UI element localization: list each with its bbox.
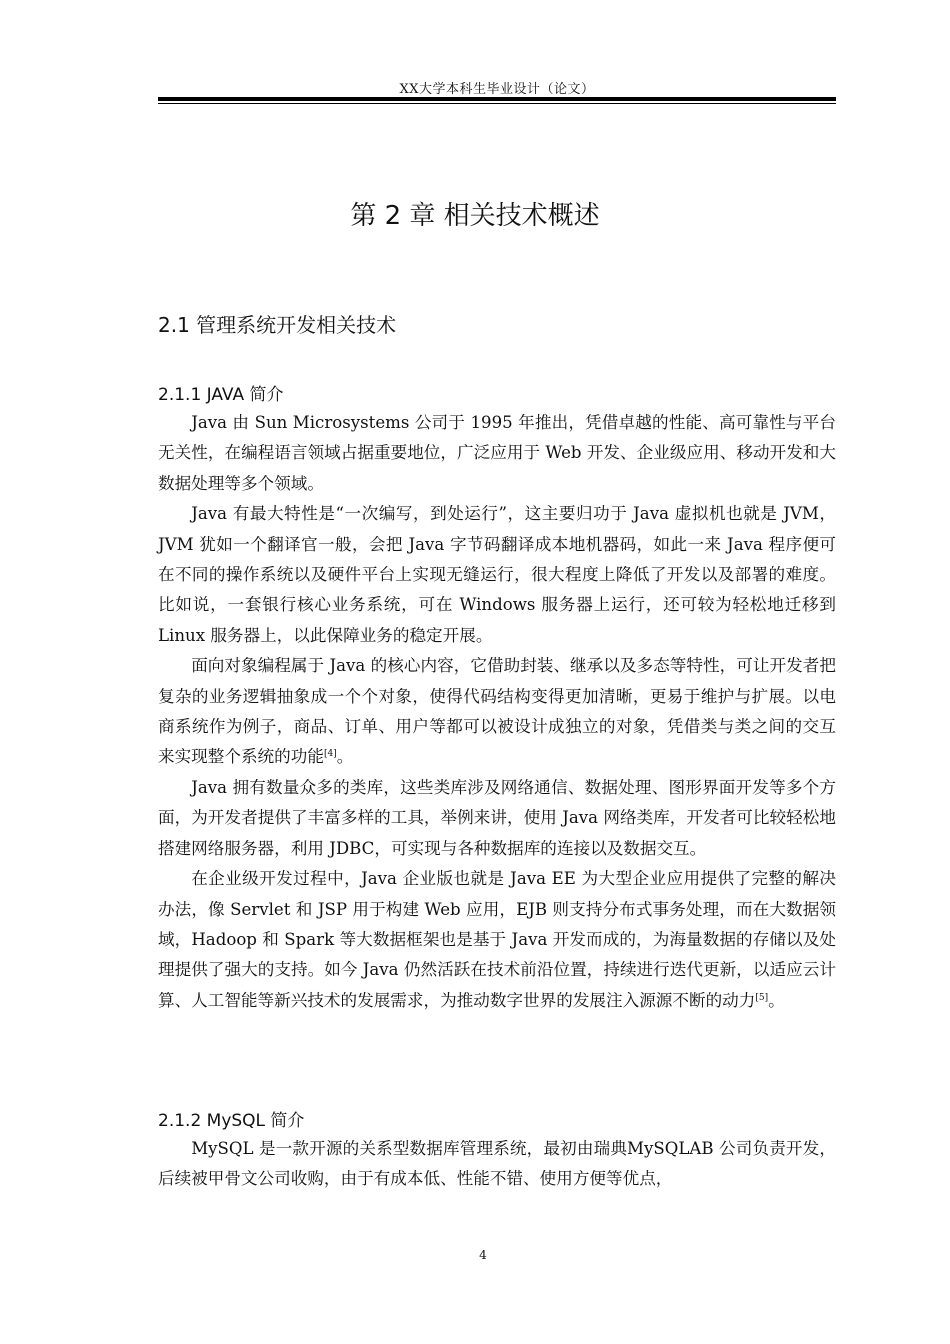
page-number: 4 bbox=[479, 1248, 487, 1262]
header-rule-thick bbox=[158, 97, 836, 101]
mysql-section-body bbox=[158, 1134, 836, 1195]
paragraph bbox=[158, 651, 836, 773]
paragraph bbox=[158, 864, 836, 1016]
header-rule-thin bbox=[158, 103, 836, 104]
paragraph-text: 面向对象编程属于 Java 的核心内容，它借助封装、继承以及多态等特性，可让开发者把复杂的业务逻辑抽象成一个个对象，使得代码结构变得更加清晰，更易于维护与扩展。以电商系统作为例子，商品、订单、用户等都可以被设计成独立的对象，凭借类与类之间的交互来实现整个系统的功能 bbox=[158, 656, 836, 767]
chapter-title: 第 2 章 相关技术概述 bbox=[350, 201, 600, 231]
paragraph-end: 。 bbox=[768, 990, 785, 1010]
citation-ref: [4] bbox=[323, 749, 337, 760]
paragraph-end: 。 bbox=[336, 747, 354, 767]
java-section-body bbox=[158, 408, 836, 1016]
subsection-heading-2-1-2: 2.1.2 MySQL 简介 bbox=[158, 1111, 305, 1131]
paragraph: Java 拥有数量众多的类库，这些类库涉及网络通信、数据处理、图形界面开发等多个方面，为开发者提供了丰富多样的工具，举例来讲，使用 Java 网络类库，开发者可比较轻松地搭建网络服务器，利用 JDBC，可实现与各种数据库的连接以及数据交互。 bbox=[158, 777, 836, 858]
paragraph: Java 由 Sun Microsystems 公司于 1995 年推出，凭借卓越的性能、高可靠性与平台无关性，在编程语言领域占据重要地位，广泛应用于 Web 开发、企业级应用、移动开发和大数据处理等多个领域。 bbox=[158, 413, 836, 493]
running-header: XX大学本科生毕业设计（论文） bbox=[399, 82, 595, 97]
section-heading-2-1: 2.1 管理系统开发相关技术 bbox=[158, 313, 397, 337]
citation-ref: [5] bbox=[755, 992, 769, 1003]
paragraph-text: 在企业级开发过程中，Java 企业版也就是 Java EE 为大型企业应用提供了完整的解决办法，像 Servlet 和 JSP 用于构建 Web 应用，EJB 则支持分布式事务处理，而在大数据领域，Hadoop 和 Spark 等大数据框架也是基于 Java 开发而成的，为海量数据的存储以及处理提供了强大的支持。如今 Java 仍然活跃在技术前沿位置，持续进行迭代更新，以适应云计算、人工智能等新兴技术的发展需求，为推动数字世界的发展注入源源不断的动力 bbox=[158, 869, 836, 1010]
subsection-heading-2-1-1: 2.1.1 JAVA 简介 bbox=[158, 385, 284, 405]
paragraph: MySQL 是一款开源的关系型数据库管理系统，最初由瑞典MySQLAB 公司负责开发，后续被甲骨文公司收购，由于有成本低、性能不错、使用方便等优点， bbox=[158, 1139, 836, 1189]
paragraph: Java 有最大特性是“一次编写，到处运行”，这主要归功于 Java 虚拟机也就是 JVM，JVM 犹如一个翻译官一般，会把 Java 字节码翻译成本地机器码，如此一来 Java 程序便可在不同的操作系统以及硬件平台上实现无缝运行，很大程度上降低了开发以及部署的难度。比如说，一套银行核心业务系统，可在 Windows 服务器上运行，还可较为轻松地迁移到 Linux 服务器上，以此保障业务的稳定开展。 bbox=[158, 504, 836, 645]
